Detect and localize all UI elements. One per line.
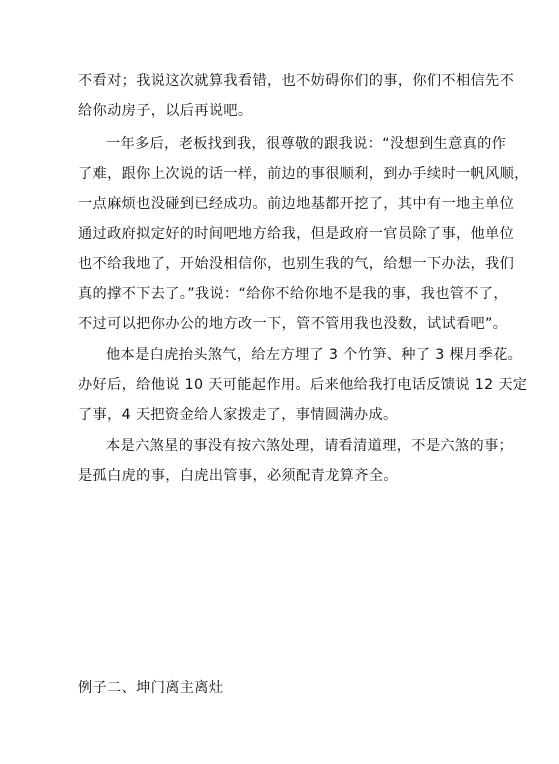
section-heading: 例子二、坤门离主离灶 — [78, 680, 224, 696]
paragraph-line: 通过政府拟定好的时间吧地方给我，但是政府一官员除了事，他单位 — [78, 226, 515, 242]
paragraph-line: 本是六煞星的事没有按六煞处理，请看清道理，不是六煞的事； — [106, 438, 514, 454]
paragraph-line: 办好后，给他说 10 天可能起作用。后来他给我打电话反馈说 12 天定 — [78, 377, 528, 393]
paragraph-line: 一年多后，老板找到我，很尊敬的跟我说：“没想到生意真的作 — [106, 136, 507, 152]
paragraph-line: 了事，4 天把资金给人家拨走了，事情圆满办成。 — [78, 407, 398, 423]
paragraph-line: 也不给我地了，开始没相信你，也别生我的气，给想一下办法，我们 — [78, 256, 515, 272]
paragraph-line: 了难，跟你上次说的话一样，前边的事很顺利，到办手续时一帆风顺， — [78, 166, 529, 182]
paragraph-line: 他本是白虎抬头煞气，给左方埋了 3 个竹笋、种了 3 棵月季花。 — [106, 347, 523, 363]
paragraph-line: 真的撑不下去了。”我说：“给你不给你地不是我的事，我也管不了， — [78, 286, 508, 302]
paragraph-line: 不过可以把你办公的地方改一下，管不管用我也没数，试试看吧”。 — [78, 316, 508, 332]
paragraph-line: 给你动房子，以后再说吧。 — [78, 103, 253, 119]
paragraph-line: 一点麻烦也没碰到已经成功。前边地基都开挖了，其中有一地主单位 — [78, 196, 515, 212]
paragraph-line: 不看对；我说这次就算我看错，也不妨碍你们的事，你们不相信先不 — [78, 73, 515, 89]
paragraph-line: 是孤白虎的事，白虎出管事，必须配青龙算齐全。 — [78, 468, 398, 484]
